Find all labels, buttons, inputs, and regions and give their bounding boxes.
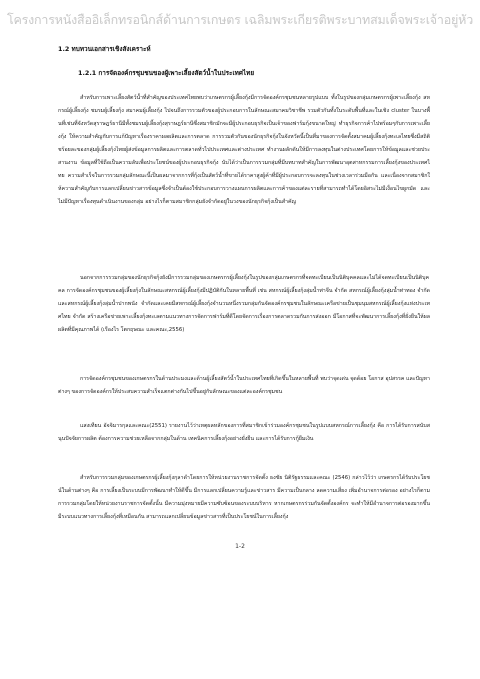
running-header: โครงการหนังสืออิเล็กทรอนิกส์ด้านการเกษตร เฉลิมพระเกียรติพระบาทสมเด็จพระเจ้าอยู่หัว	[6, 12, 474, 27]
body-paragraph-4-block	[58, 420, 430, 453]
body-paragraph-2-block	[58, 272, 430, 344]
body-paragraph: การจัดองค์กรชุมชนของเกษตรกรในด้านประมงและด้านผู้เลี้ยงสัตว์น้ำในประเทศไทยที่เกิดขึ้นในหลายพื้นที่ พบว่าจุดเด่น จุดด้อย โอกาส อุปสรรค และปัญหาต่างๆ ของการจัดองค์กรให้ประสบความสำเร็จแตกต่างกันไปขึ้นอยู่กับลักษณะของแต่ละองค์กรชุมชน	[58, 376, 430, 395]
body-paragraph: สำหรับการเพาะเลี้ยงสัตว์น้ำที่สำคัญของประเทศไทยพบว่าเกษตรกรผู้เลี้ยงกุ้งมีการจัดองค์กรชุมชนหลายรูปแบบ ทั้งในรูปของกลุ่มเกษตรกรผู้เพาะเลี้ยงกุ้ง สหกรณ์ผู้เลี้ยงกุ้ง ชมรมผู้เลี้ยงกุ้ง สมาคมผู้เลี้ยงกุ้ง ไปจนถึงการรวมตัวของผู้ประกอบการในลักษณะสมาคมวิชาชีพ รวมตัวกันทั้งในระดับพื้นที่และในเชิง cluster ในบางพื้นที่เช่นที่จังหวัดสุราษฎร์ธานีมีทั้งชมรมผู้เลี้ยงกุ้งสุราษฎร์ธานีซึ่งสมาชิกมักจะมีผู้ประกอบธุรกิจเป็นเจ้าของฟาร์มกุ้งขนาดใหญ่ ทำธุรกิจการค้าไปพร้อมๆกับการเพาะเลี้ยงกุ้ง ให้ความสำคัญกับการแก้ปัญหาเรื่องราคาผลผลิตและการตลาด การรวมตัวกันของนักธุรกิจกุ้งในจังหวัดนี้เป็นที่มาของการจัดตั้งสมาคมผู้เลี้ยงกุ้งทะเลไทยซึ่งมีสถิติชร้อยละของกลุ่มผู้เลี้ยงกุ้งไทยผู้ส่งข้อมูลการผลิตและการตลาดทั่วไปประเทศและต่างประเทศ ทำงานผลักดันให้มีการลงทุนในต่างประเทศโดยการให้ข้อมูลและช่วยประสานงาน ข้อมูลที่ใช้ถือเป็นความลับเพื่อประโยชน์ของผู้ประกอบธุรกิจกุ้ง นับได้ว่าเป็นการรวมกลุ่มที่มีบทบาทสำคัญในการพัฒนาอุตสาหกรรมการเลี้ยงกุ้งของประเทศไทย ความสำเร็จในการรวมกลุ่มลักษณะนี้เป็นผลมาจากการที่กุ้งเป็นสัตว์น้ำที่ขายได้ราคาสูงผู้ค้าที่มีผู้ประกอบการจะลงทุนในช่วงเวลาร่วมมือกัน และเนื่องจากสมาชิกให้ความสำคัญกับการแลกเปลี่ยนข่าวสารข้อมูลซึ่งจำเป็นต้องใช้ประกอบการวางแผนการผลิตและการค้าของแต่ละรายที่สามารถทำได้โดยอิสระไม่มีเงื่อนไขผูกมัด และไม่มีปัญหาเรื่องทุนดำเนินงานของกลุ่ม อย่างไรก็ตามสมาชิกกลุ่มยังจำกัดอยู่ในวงของนักธุรกิจกุ้งเป็นสำคัญ	[58, 95, 430, 205]
subsection-heading: 1.2.1 การจัดองค์กรชุมชนของผู้เพาะเลี้ยงสัตว์น้ำในประเทศไทย	[78, 69, 255, 77]
body-paragraph: แสงเทียน อัจจิมารกุลและคณะ(2551) รายงานไว้ว่าเหตุผลหลักของการที่สมาชิกเข้าร่วมองค์กรชุมชนในรูปแบบสหกรณ์การเลี้ยงกุ้ง คือ การได้รับการสนับสนุนปัจจัยการผลิต ต้องการความช่วยเหลือจากกลุ่มในด้าน เทคนิคการเลี้ยงกุ้งอย่างยั่งยืน และการได้รับการกู้ยืมเงิน	[58, 423, 430, 442]
body-paragraph: สำหรับการรวมกลุ่มของเกษตรกรผู้เลี้ยงกุ้งกุลาดำโดยการให้หน่วยงานราชการจัดตั้ง ธงชัย นิติรัฐธรรมและคณะ (2546) กล่าวไว้ว่า เกษตรกรได้รับประโยชน์ในด้านต่างๆ คือ การเลี้ยงเป็นระบบมีการพัฒนาทำให้ดีขึ้น มีการแลกเปลี่ยนความรู้และข่าวสาร มีความเป็นกลาง ลดความเสี่ยง เพิ่มอำนาจการต่อรอง อย่างไรก็ตามการรวมกลุ่มโดยให้หน่วยงานราชการจัดตั้งนั้น มีความมุ่งหมายมีความซับซ้อนของระบบบริหาร หากเกษตรกรร่วมกันจัดตั้งองค์กร จะทำให้มีอำนาจการต่อรองมากขึ้น มีระบบแนวทางการเลี้ยงกุ้งที่เหมือนกัน สามารถแลกเปลี่ยนข้อมูลข่าวสารที่เป็นประโยชน์ในการเลี้ยงกุ้ง	[58, 475, 430, 520]
section-heading: 1.2 ทบทวนเอกสารเชิงสังเคราะห์	[58, 45, 151, 53]
body-paragraph: นอกจากการรวมกลุ่มของนักธุรกิจกุ้งยังมีการรวมกลุ่มของเกษตรกรผู้เลี้ยงกุ้งในรูปของกลุ่มเกษตรกรที่จดทะเบียนเป็นนิติบุคคลและไม่ได้จดทะเบียนเป็นนิติบุคคล การจัดองค์กรชุมชนของผู้เลี้ยงกุ้งในลักษณะสหกรณ์ผู้เลี้ยงกุ้งมีปฏิบัติกันในหลายพื้นที่ เช่น สหกรณ์ผู้เลี้ยงกุ้งลุ่มน้ำท่าจีน จำกัด สหกรณ์ผู้เลี้ยงกุ้งลุ่มน้ำท่าทอง จำกัด และสหกรณ์ผู้เลี้ยงกุ้งลุ่มน้ำปากพนัง จำกัดและเคยมีสหกรณ์ผู้เลี้ยงกุ้งจำนวนหนึ่งรวมกลุ่มกันจัดองค์กรชุมชนในลักษณะเครือข่ายเป็นชุมนุมสหกรณ์ผู้เลี้ยงกุ้งแห่งประเทศไทย จำกัด สร้างเครือข่ายเพาะเลี้ยงกุ้งทะเลตามแนวทางการจัดการฟาร์มที่ดีโดยจัดการเรื่องการตลาดรวมกันการส่งออก มีโอกาสที่จะพัฒนาการเลี้ยงกุ้งที่ยั่งยืนให้ผลผลิตที่มีคุณภาพได้ (เรืองไร โตกฤษณะ และคณะ,2556)	[58, 275, 431, 333]
page-number: 1-2	[235, 543, 245, 550]
body-paragraph-5-block	[58, 472, 430, 531]
body-paragraph-1-block	[58, 92, 430, 216]
body-paragraph-3-block	[58, 373, 430, 406]
